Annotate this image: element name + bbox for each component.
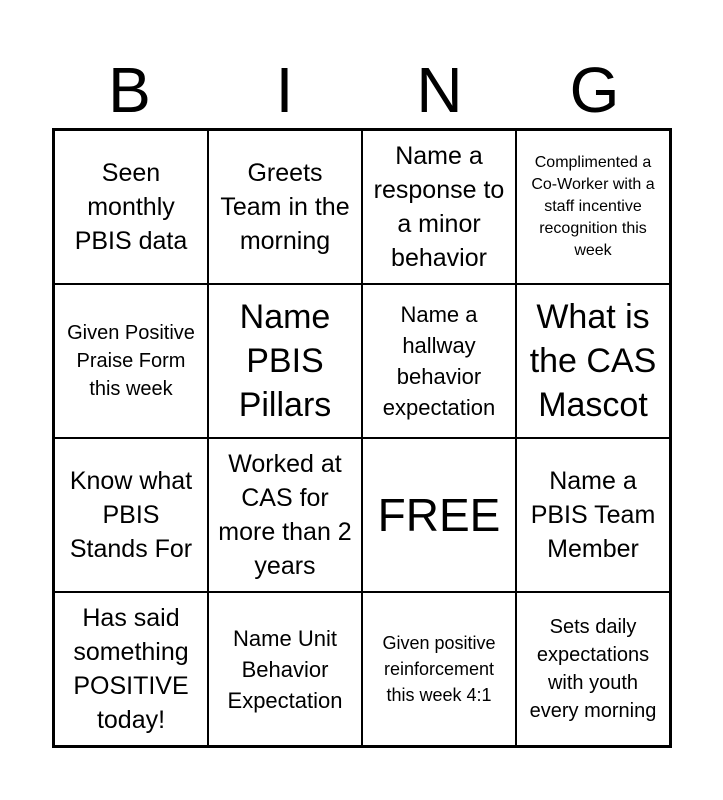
header-letter-n: N: [416, 54, 463, 126]
cell-text: What is the CAS Mascot: [529, 298, 657, 424]
header-letter-b: B: [108, 54, 151, 126]
bingo-header: [52, 52, 672, 128]
cell-text: Worked at CAS for more than 2 years: [218, 450, 352, 580]
bingo-cell-r1c1[interactable]: [54, 130, 208, 284]
bingo-cell-free[interactable]: [362, 438, 516, 592]
bingo-cell-r2c1[interactable]: [54, 284, 208, 438]
cell-text: Name a PBIS Team Member: [530, 467, 656, 563]
header-letter-i: I: [275, 54, 294, 126]
bingo-cell-r3c2[interactable]: [208, 438, 362, 592]
cell-text: Complimented a Co-Worker with a staff incentive recognition this week: [531, 154, 655, 259]
cell-text: Given Positive Praise Form this week: [67, 322, 195, 400]
bingo-cell-r1c2[interactable]: [208, 130, 362, 284]
bingo-cell-r4c1[interactable]: [54, 592, 208, 746]
bingo-cell-r1c4[interactable]: [516, 130, 670, 284]
bingo-cell-r3c4[interactable]: [516, 438, 670, 592]
bingo-cell-r2c2[interactable]: [208, 284, 362, 438]
bingo-cell-r4c2[interactable]: [208, 592, 362, 746]
bingo-cell-r2c4[interactable]: [516, 284, 670, 438]
cell-text: Name PBIS Pillars: [238, 298, 332, 424]
bingo-cell-r3c1[interactable]: [54, 438, 208, 592]
bingo-cell-r2c3[interactable]: [362, 284, 516, 438]
cell-text: Name a response to a minor behavior: [373, 142, 505, 272]
cell-text: Has said something POSITIVE today!: [73, 604, 189, 734]
cell-text: Name Unit Behavior Expectation: [227, 625, 343, 713]
header-letter-g: G: [569, 54, 620, 126]
cell-text: Greets Team in the morning: [220, 159, 350, 255]
cell-text: Name a hallway behavior expectation: [382, 302, 496, 420]
bingo-cell-r4c3[interactable]: [362, 592, 516, 746]
cell-text: Sets daily expectations with youth every morning: [529, 616, 657, 722]
bingo-cell-r4c4[interactable]: [516, 592, 670, 746]
cell-text: Given positive reinforcement this week 4:1: [382, 633, 496, 705]
bingo-cell-r1c3[interactable]: [362, 130, 516, 284]
cell-text: Know what PBIS Stands For: [69, 467, 193, 563]
bingo-grid: [52, 128, 672, 748]
free-space-text: FREE: [377, 489, 501, 541]
cell-text: Seen monthly PBIS data: [74, 159, 188, 255]
